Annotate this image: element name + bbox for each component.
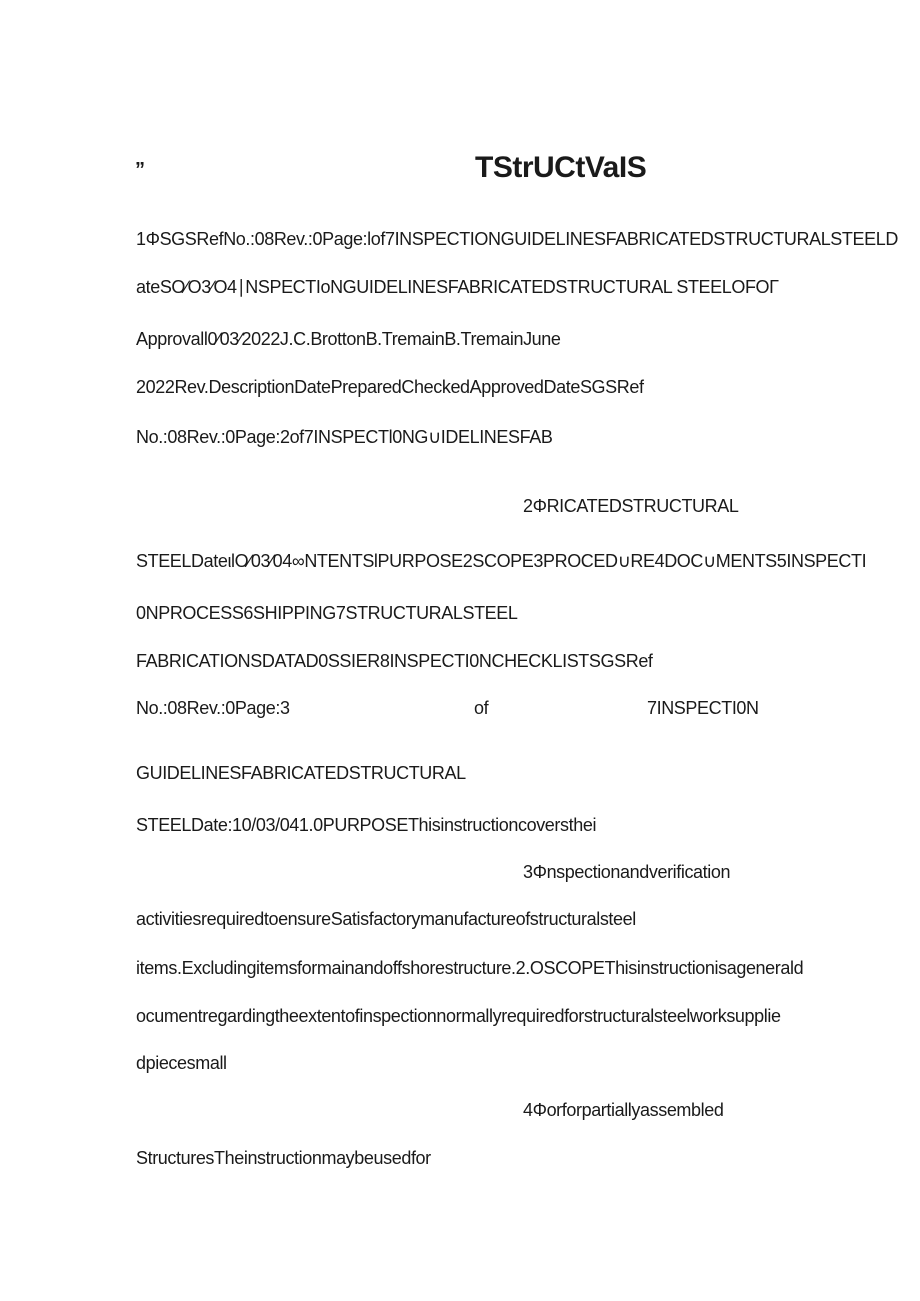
- text-line: 3Φnspectionandverification: [523, 862, 731, 882]
- text-line: No.:08Rev.:0Page:3: [136, 698, 290, 718]
- text-line: items.Excludingitemsformainandoffshorestructure.2.OSCOPEThisinstructionisagenerald: [136, 958, 804, 978]
- text-line: 4Φorforpartiallyassembled: [523, 1100, 724, 1120]
- text-line: GUIDELINESFABRICATEDSTRUCTURAL: [136, 763, 466, 783]
- page-title: TStrUCtVaIS: [475, 151, 647, 184]
- text-line: 1ΦSGSRefNo.:08Rev.:0Page:lof7INSPECTIONGUIDELINESFABRICATEDSTRUCTURALSTEELD: [136, 229, 898, 249]
- text-line: StructuresTheinstructionmaybeusedfor: [136, 1148, 431, 1168]
- text-line: ateSO∕O3∕O4∣NSPECTIoNGUIDELINESFABRICATEDSTRUCTURAL STEELOFOΓ: [136, 277, 779, 297]
- text-line: dpiecesmall: [136, 1053, 227, 1073]
- quote-mark: ”: [135, 159, 145, 181]
- text-line: 7INSPECTI0N: [647, 698, 759, 718]
- text-line: STEELDate:10/03/041.0PURPOSEThisinstructioncoversthei: [136, 815, 597, 835]
- text-line: of: [474, 698, 489, 718]
- text-line: ocumentregardingtheextentofinspectionnormallyrequiredforstructuralsteelworksupplie: [136, 1006, 781, 1026]
- text-line: FABRICATIONSDATAD0SSIER8INSPECTI0NCHECKLISTSGSRef: [136, 651, 653, 671]
- text-line: 2022Rev.DescriptionDatePreparedCheckedApprovedDateSGSRef: [136, 377, 644, 397]
- text-line: STEELDateιlO∕03∕04∞NTENTSlPURPOSE2SCOPE3PROCED∪RE4DOC∪MENTS5INSPECTI: [136, 551, 867, 571]
- text-line: Approvall0∕03∕2022J.C.BrottonB.TremainB.TremainJune: [136, 329, 561, 349]
- text-line: activitiesrequiredtoensureSatisfactorymanufactureofstructuralsteel: [136, 909, 636, 929]
- text-line: 0NPROCESS6SHIPPING7STRUCTURALSTEEL: [136, 603, 518, 623]
- text-line: No.:08Rev.:0Page:2of7INSPECTl0NG∪IDELINESFAB: [136, 427, 553, 447]
- text-line: 2ΦRICATEDSTRUCTURAL: [523, 496, 739, 516]
